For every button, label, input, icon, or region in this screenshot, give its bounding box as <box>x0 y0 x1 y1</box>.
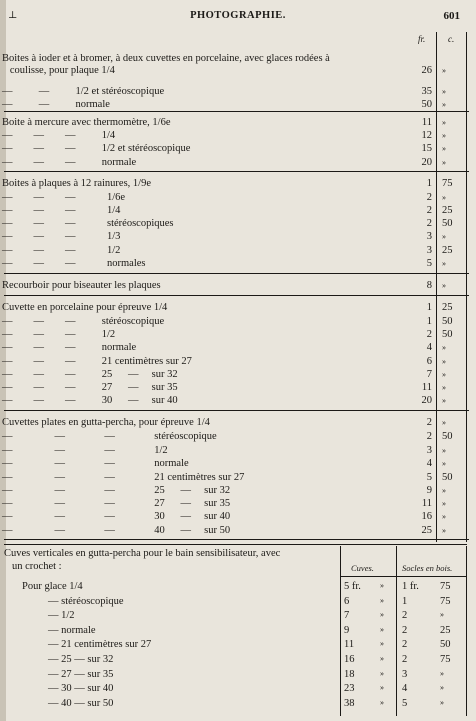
price-centimes: » <box>442 396 446 405</box>
item-description: — — — stéréoscopique <box>2 316 165 327</box>
leader-dots <box>151 258 406 270</box>
socle-price-francs: 4 <box>402 683 408 695</box>
socle-price-francs: 5 <box>402 697 408 709</box>
item-description: Cuvette en porcelaine pour épreuve 1/4 <box>2 302 168 313</box>
leader-dots <box>157 178 406 190</box>
item-description: — — — 1/2 et stéréoscopique <box>2 143 191 154</box>
price-centimes: » <box>442 193 446 202</box>
socle-price-francs: 2 <box>402 639 408 651</box>
price-centimes: » <box>442 131 446 140</box>
price-francs: 20 <box>421 157 432 168</box>
cuve-price-francs: 11 <box>344 639 355 651</box>
price-centimes: » <box>442 446 446 455</box>
leader-dots <box>126 205 406 217</box>
leader-dots <box>121 130 406 142</box>
leader-dots <box>138 596 338 608</box>
price-francs: 16 <box>421 511 432 522</box>
item-description: — — — 1/2 <box>2 445 168 456</box>
price-francs: 4 <box>426 342 432 353</box>
tank-row-label: — 40 — sur 50 <box>48 697 114 709</box>
price-row <box>2 130 472 142</box>
section-rule <box>4 111 469 112</box>
item-description: Cuvettes plates en gutta-percha, pour épreuve 1/4 <box>2 417 210 428</box>
price-francs: 35 <box>421 86 432 97</box>
leader-dots <box>166 639 338 651</box>
leader-dots <box>126 231 406 243</box>
price-centimes: » <box>442 259 446 268</box>
price-centimes: 50 <box>442 316 453 327</box>
price-francs: 3 <box>426 245 432 256</box>
price-centimes: » <box>442 512 446 521</box>
price-row <box>2 525 472 537</box>
price-francs: 2 <box>426 417 432 428</box>
cuve-price-centimes: » <box>380 624 384 634</box>
price-francs: 25 <box>421 525 432 536</box>
leader-dots <box>170 86 406 98</box>
leader-dots <box>198 356 406 368</box>
tank-row-label: — normale <box>48 624 96 636</box>
item-description: Boites à ioder et à bromer, à deux cuvettes en porcelaine, avec glaces rodées à <box>2 53 330 64</box>
price-francs: 11 <box>421 382 432 393</box>
price-row <box>2 382 472 394</box>
price-francs: 9 <box>426 485 432 496</box>
socle-price-francs: 1 <box>402 595 408 607</box>
price-centimes: » <box>442 232 446 241</box>
leader-dots <box>250 472 406 484</box>
item-description: — — — normale <box>2 458 189 469</box>
price-francs: 11 <box>421 117 432 128</box>
price-centimes: » <box>442 66 446 75</box>
price-francs: 2 <box>426 218 432 229</box>
leader-dots <box>236 498 406 510</box>
item-description: — — — normales <box>2 258 146 269</box>
item-description: — — — stéréoscopiques <box>2 218 174 229</box>
column-header-cuves: Cuves. <box>351 563 374 573</box>
cuve-price-centimes: » <box>380 697 384 707</box>
price-francs: 12 <box>421 130 432 141</box>
price-centimes: » <box>442 418 446 427</box>
socle-price-francs: 2 <box>402 624 408 636</box>
socle-price-francs: 2 <box>402 610 408 622</box>
tank-row-label: — stéréoscopique <box>48 595 124 607</box>
price-row <box>2 86 472 98</box>
price-centimes: 25 <box>442 302 453 313</box>
leader-dots <box>179 218 406 230</box>
margin-mark: ⊥ <box>8 10 18 21</box>
price-francs: 8 <box>426 280 432 291</box>
leader-dots <box>110 625 338 637</box>
price-row <box>2 143 472 155</box>
price-francs: 3 <box>426 445 432 456</box>
socle-price-francs: 3 <box>402 668 408 680</box>
price-francs: 4 <box>426 458 432 469</box>
item-description: Boite à mercure avec thermomètre, 1/6e <box>2 117 171 128</box>
cuve-price-centimes: » <box>380 610 384 620</box>
price-row <box>2 65 472 77</box>
price-centimes: » <box>442 383 446 392</box>
price-francs: 2 <box>426 205 432 216</box>
price-row <box>2 231 472 243</box>
section-rule <box>4 295 469 296</box>
table-column-rule <box>466 546 467 716</box>
price-row <box>2 369 472 381</box>
price-centimes: » <box>442 486 446 495</box>
price-francs: 2 <box>426 329 432 340</box>
price-centimes: » <box>442 281 446 290</box>
item-description: Boites à plaques à 12 rainures, 1/9e <box>2 178 151 189</box>
item-description: — — — 1/3 <box>2 231 121 242</box>
leader-dots <box>142 342 406 354</box>
price-centimes: 25 <box>442 205 453 216</box>
price-centimes: » <box>442 370 446 379</box>
price-centimes: » <box>442 100 446 109</box>
price-francs: 2 <box>426 431 432 442</box>
price-francs: 3 <box>426 231 432 242</box>
price-row <box>2 417 472 429</box>
cuve-price-francs: 23 <box>344 683 355 695</box>
leader-dots <box>87 581 338 593</box>
leader-dots <box>236 511 406 523</box>
price-row <box>2 178 472 190</box>
socle-price-centimes: 75 <box>440 581 451 592</box>
item-description: — — — 1/2 <box>2 245 121 256</box>
price-row <box>2 205 472 217</box>
column-header-socles: Socles en bois. <box>402 563 453 573</box>
table-column-rule <box>340 546 341 716</box>
price-row <box>2 302 472 314</box>
vertical-tanks-intro-cont: un crochet : <box>12 561 62 572</box>
price-row <box>2 356 472 368</box>
tank-row-label: — 25 — sur 32 <box>48 654 114 665</box>
page-header <box>0 10 476 26</box>
price-francs: 2 <box>426 192 432 203</box>
cuve-price-francs: 18 <box>344 668 355 680</box>
price-row <box>2 53 472 65</box>
price-francs: 5 <box>426 258 432 269</box>
cuve-price-centimes: » <box>380 668 384 678</box>
price-row <box>2 329 472 341</box>
price-centimes: » <box>442 144 446 153</box>
price-francs: 20 <box>421 395 432 406</box>
price-row <box>2 99 472 111</box>
column-header-francs: fr. <box>418 34 426 44</box>
item-description: — — — 1/4 <box>2 130 116 141</box>
table-header-rule <box>340 576 467 577</box>
leader-dots <box>131 192 406 204</box>
tank-row-label: — 1/2 <box>48 610 75 622</box>
item-description: — — — 27 — sur 35 <box>2 382 178 393</box>
leader-dots <box>174 445 406 457</box>
price-centimes: 50 <box>442 329 453 340</box>
socle-price-centimes: » <box>440 697 444 707</box>
price-row <box>2 245 472 257</box>
cuve-price-centimes: » <box>380 683 384 693</box>
leader-dots <box>184 369 406 381</box>
price-centimes: 50 <box>442 218 453 229</box>
cuve-price-centimes: » <box>380 595 384 605</box>
item-description: — — — 21 centimètres sur 27 <box>2 472 245 483</box>
section-rule <box>4 410 469 411</box>
item-description: — — — 21 centimètres sur 27 <box>2 356 192 367</box>
cuve-price-francs: 5 fr. <box>344 581 361 592</box>
leader-dots <box>149 698 338 710</box>
price-row <box>2 395 472 407</box>
price-row <box>2 431 472 443</box>
leader-dots <box>121 65 406 77</box>
leader-dots <box>195 458 406 470</box>
socle-price-centimes: » <box>440 683 444 693</box>
item-description: — — — 1/4 <box>2 205 121 216</box>
price-francs: 15 <box>421 143 432 154</box>
price-row <box>2 316 472 328</box>
price-centimes: 50 <box>442 472 453 483</box>
item-description: coulisse, pour plaque 1/4 <box>2 65 115 76</box>
price-row <box>2 280 472 292</box>
tank-row-label: — 27 — sur 35 <box>48 668 114 680</box>
cuve-price-francs: 38 <box>344 697 355 709</box>
leader-dots <box>126 245 406 257</box>
price-row <box>2 342 472 354</box>
item-description: — — — 1/2 <box>2 329 116 340</box>
leader-dots <box>149 654 338 666</box>
table-top-rule <box>4 544 467 545</box>
item-description: — — — 40 — sur 50 <box>2 525 231 536</box>
cuve-price-centimes: » <box>380 654 384 663</box>
vertical-tanks-intro: Cuves verticales en gutta-percha pour le bain sensibilisateur, avec <box>4 548 281 559</box>
section-rule <box>4 273 469 274</box>
leader-dots <box>170 316 406 328</box>
cuve-price-centimes: » <box>380 639 384 649</box>
price-row <box>2 258 472 270</box>
item-description: — — — 25 — sur 32 <box>2 369 178 380</box>
item-description: — — 1/2 et stéréoscopique <box>2 86 165 97</box>
socle-price-centimes: » <box>440 610 444 620</box>
leader-dots <box>184 395 406 407</box>
price-row <box>2 472 472 484</box>
price-francs: 6 <box>426 356 432 367</box>
item-description: — — — stéréoscopique <box>2 431 217 442</box>
section-rule <box>4 171 469 172</box>
price-centimes: 75 <box>442 178 453 189</box>
leader-dots <box>236 525 406 537</box>
item-description: — — — 30 — sur 40 <box>2 395 178 406</box>
socle-price-centimes: » <box>440 668 444 678</box>
leader-dots <box>236 485 406 497</box>
price-francs: 5 <box>426 472 432 483</box>
leader-dots <box>121 329 406 341</box>
tank-row-label: Pour glace 1/4 <box>22 581 83 592</box>
socle-price-centimes: 75 <box>440 654 451 665</box>
price-centimes: » <box>442 357 446 366</box>
price-centimes: » <box>442 158 446 167</box>
price-row <box>2 157 472 169</box>
socle-price-francs: 2 <box>402 654 408 665</box>
price-centimes: » <box>442 343 446 352</box>
price-francs: 1 <box>426 316 432 327</box>
item-description: — — — normale <box>2 157 137 168</box>
price-row <box>2 511 472 523</box>
price-row <box>2 458 472 470</box>
price-francs: 50 <box>421 99 432 110</box>
price-centimes: 25 <box>442 245 453 256</box>
socle-price-centimes: 50 <box>440 639 451 651</box>
section-rule <box>4 539 469 540</box>
item-description: — — — 25 — sur 32 <box>2 485 231 496</box>
tank-row-label: — 30 — sur 40 <box>48 683 114 695</box>
leader-dots <box>116 99 406 111</box>
leader-dots <box>149 669 338 681</box>
leader-dots <box>223 431 406 443</box>
cuve-price-francs: 6 <box>344 595 350 607</box>
price-centimes: » <box>442 118 446 127</box>
price-row <box>2 218 472 230</box>
leader-dots <box>177 117 406 129</box>
price-centimes: » <box>442 499 446 508</box>
price-row <box>2 498 472 510</box>
cuve-price-francs: 7 <box>344 610 350 622</box>
price-centimes: » <box>442 526 446 535</box>
price-francs: 7 <box>426 369 432 380</box>
price-francs: 1 <box>426 178 432 189</box>
item-description: — — — normale <box>2 342 137 353</box>
price-row <box>2 445 472 457</box>
leader-dots <box>89 610 338 622</box>
leader-dots <box>184 382 406 394</box>
item-description: Recourboir pour biseauter les plaques <box>2 280 161 291</box>
leader-dots <box>196 143 406 155</box>
cuve-price-francs: 16 <box>344 654 355 665</box>
tank-row-label: — 21 centimètres sur 27 <box>48 639 152 651</box>
price-centimes: » <box>442 87 446 96</box>
column-header-centimes: c. <box>448 34 455 44</box>
socle-price-francs: 1 fr. <box>402 581 419 592</box>
leader-dots <box>173 302 406 314</box>
item-description: — — — 30 — sur 40 <box>2 511 231 522</box>
cuve-price-francs: 9 <box>344 624 350 636</box>
price-francs: 11 <box>421 498 432 509</box>
price-row <box>2 117 472 129</box>
price-centimes: » <box>442 459 446 468</box>
item-description: — — — 27 — sur 35 <box>2 498 231 509</box>
page-title: PHOTOGRAPHIE. <box>190 10 286 21</box>
price-row <box>2 485 472 497</box>
price-centimes: 50 <box>442 431 453 442</box>
price-row <box>2 192 472 204</box>
page-number: 601 <box>443 10 460 22</box>
item-description: — — normale <box>2 99 110 110</box>
price-francs: 1 <box>426 302 432 313</box>
item-description: — — — 1/6e <box>2 192 126 203</box>
leader-dots <box>167 280 406 292</box>
table-column-rule <box>396 546 397 716</box>
price-francs: 26 <box>421 65 432 76</box>
socle-price-centimes: 75 <box>440 595 451 607</box>
leader-dots <box>216 417 406 429</box>
leader-dots <box>142 157 406 169</box>
cuve-price-centimes: » <box>380 581 384 590</box>
leader-dots <box>149 683 338 695</box>
socle-price-centimes: 25 <box>440 624 451 636</box>
